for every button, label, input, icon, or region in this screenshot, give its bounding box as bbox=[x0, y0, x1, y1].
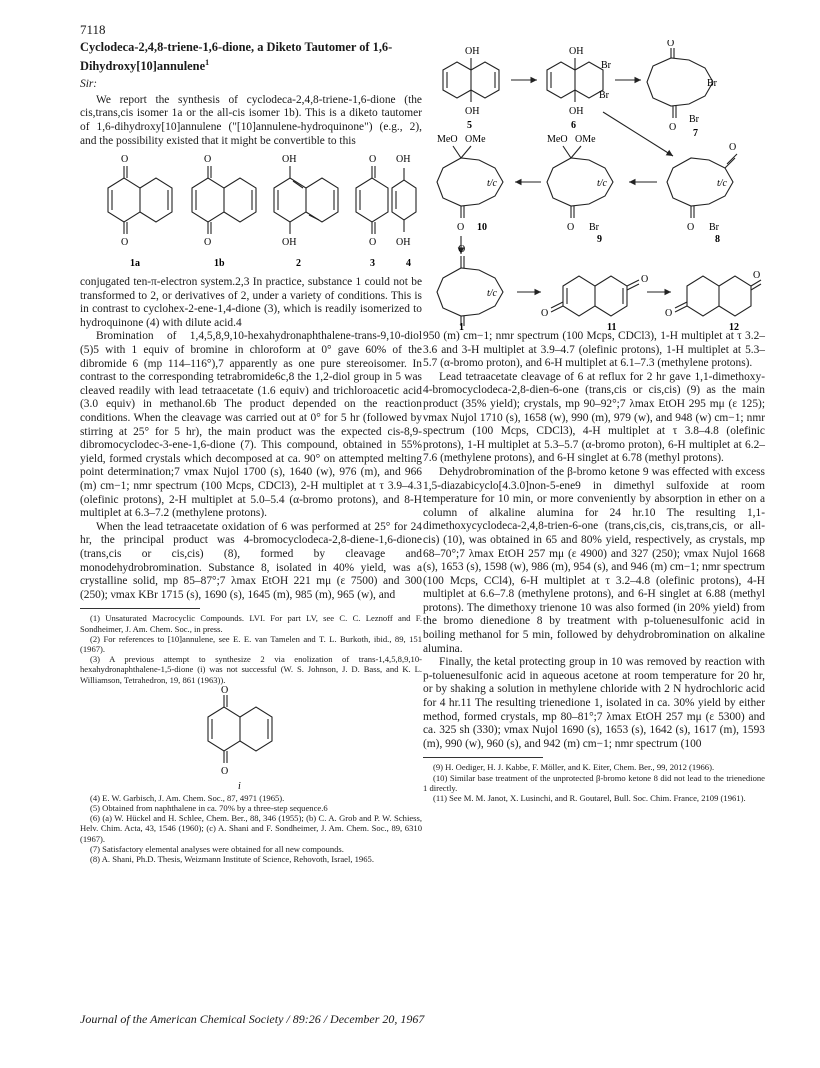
svg-text:7: 7 bbox=[693, 128, 698, 139]
svg-text:O: O bbox=[204, 237, 212, 249]
paragraph-conjugated: conjugated ten-π-electron system.2,3 In practice, substance 1 could not be transformed to 2, or derivatives of 2, under a variety of conditions. This is in contrast to cyclohex-2-ene-1,4-dione (3), which is readily isomerized to hydroquinone (4) with dilute acid.4 bbox=[80, 276, 422, 329]
svg-text:O: O bbox=[665, 308, 673, 319]
paragraph-continued: 950 (m) cm−1; nmr spectrum (100 Mcps, CDCl3), 1-H multiplet at τ 3.2–3.6 and 3-H multiplet at 3.9–4.7 (olefinic protons), 1-H multiplet at 5.3–5.7 (α-bromo proton), and 6-H multiplet at 6.1–7.3 (methylene protons). bbox=[423, 330, 765, 370]
footnote: (5) Obtained from naphthalene in ca. 70% by a three-step sequence.6 bbox=[90, 802, 328, 813]
svg-text:12: 12 bbox=[729, 322, 739, 330]
svg-text:OH: OH bbox=[396, 237, 411, 249]
svg-text:Br: Br bbox=[599, 90, 609, 101]
paragraph-dehydrobromination: Dehydrobromination of the β-bromo ketone 9 was effected with excess 1,5-diazabicyclo[4.3.0]non-5-ene9 in dimethyl sulfoxide at room temperature for 10 min, or more conveniently by absorption in ether on a column of alkaline alumina for 24 hr.10 The resulting 1,1-dimethoxycyclodeca-2,4,8-trien-6-one (trans,cis,cis, cis,trans,cis, or all-cis) (10), was obtained in 65 and 80% yield, respectively, as crystals, mp 68–70°;7 λmax EtOH 257 mμ (ε 4900) and 327 (250); νmax Nujol 1668 (s), 1653 (s), 1598 (w), 986 (m), 954 (s), and 946 (m) cm−1; nmr spectrum (100 Mcps, CCl4), 6-H multiplet at τ 3.2–4.8 (olefinic protons), 4-H multiplet at 6.6–7.8 (methylene protons), and 6-H singlet at 6.88 (methyl protons). The dimethoxy trienone 10 was also formed (in 20% yield) from the bromo dienedione 8 by treatment with p-toluenesulfonic acid in boiling methanol for 5 min, followed by dehydrobromination on alkaline alumina. bbox=[423, 465, 765, 655]
svg-text:1: 1 bbox=[459, 322, 464, 330]
article-title: Cyclodeca-2,4,8-triene-1,6-dione, a Diketo Tautomer of 1,6-Dihydroxy[10]annulene$^1$ bbox=[80, 40, 393, 74]
svg-text:OH: OH bbox=[282, 237, 297, 249]
svg-text:O: O bbox=[204, 154, 212, 166]
paragraph-bromination: Bromination of 1,4,5,8,9,10-hexahydronaphthalene-trans-9,10-diol (5)5 with 1 equiv of bromine in chloroform at 0° gave 60% of the dibromide 6 (mp 114–116°),7 apparently as one pure stereoisomer. In contrast to the corresponding tetrabromide6c,8 the 1,2-diol group in 5 was cleaved readily with lead tetraacetate (1.6 equiv) and trichloroacetic acid (3.0 equiv) in methanol.6b The product depended on the reaction conditions. When the cleavage was carried out at 0° for 5 hr (followed by stirring at 25° for 5 hr), the main product was the expected cis-8,9-dibromocyclodec-3-ene-1,6-dione (7). This compound, obtained in 55% yield, formed crystals which decomposed at ca. 90° on attempted melting point determination;7 νmax Nujol 1700 (s), 1640 (w), 976 (m), and 966 (m) cm−1; nmr spectrum (100 Mcps, CDCl3), 2-H multiplet at τ 3.9–4.3 (olefinic protons), 2-H multiplet at 5.0–5.4 (α-bromo protons), and 8-H multiplet at 6.3–7.2 (methylene protons). bbox=[80, 330, 422, 520]
footnote: (7) Satisfactory elemental analyses were obtained for all new compounds. bbox=[90, 843, 344, 854]
svg-text:Br: Br bbox=[601, 60, 611, 71]
footnote: (1) Unsaturated Macrocyclic Compounds. LVI. For part LV, see C. C. Leznoff and F. Sondheimer, J. Am. Chem. Soc., in press. bbox=[80, 613, 422, 634]
svg-text:O: O bbox=[541, 308, 549, 319]
svg-text:O: O bbox=[221, 765, 229, 777]
paragraph-intro: We report the synthesis of cyclodeca-2,4,8-triene-1,6-dione (the cis,trans,cis isomer 1a or the all-cis isomer 1b). This is a diketo tautomer of 1,6-dihydroxy[10]annulene ("[10]annulene-hydroquinone") (e.g., 2), and the possibility existed that it might be convertible to this bbox=[80, 93, 422, 147]
svg-text:t/c: t/c bbox=[597, 178, 607, 189]
structures-1a-to-4 bbox=[80, 148, 422, 276]
svg-text:OH: OH bbox=[465, 106, 480, 117]
svg-text:OH: OH bbox=[396, 154, 411, 166]
svg-text:10: 10 bbox=[477, 222, 487, 233]
paragraph-ketal: Finally, the ketal protecting group in 10 was removed by reaction with p-toluenesulfonic acid in aqueous acetone at room temperature for 20 hr, or by shaking a solution in methylene chloride with 2 N hydrochloric acid for 4 hr.11 The resulting trienedione 1, isolated in ca. 30% yield by either method, formed crystals, mp 80–81°;7 λmax EtOH 257 mμ (ε 5300) and ca. 325 sh (330); νmax Nujol 1690 (s), 1653 (s), 1642 (s), 1617 (m), 1593 (m), 990 (w), 960 (s), and 942 (m) cm−1; nmr spectrum (100 bbox=[423, 656, 765, 750]
svg-text:Br: Br bbox=[589, 222, 599, 233]
svg-text:MeO: MeO bbox=[437, 134, 458, 145]
svg-text:2: 2 bbox=[296, 258, 301, 270]
journal-footer: Journal of the American Chemical Society / 89:26 / December 20, 1967 bbox=[80, 1012, 425, 1026]
svg-text:O: O bbox=[669, 122, 677, 133]
svg-text:9: 9 bbox=[597, 234, 602, 245]
footnote-rule bbox=[80, 608, 200, 609]
svg-text:O: O bbox=[457, 222, 465, 233]
footnote: (4) E. W. Garbisch, J. Am. Chem. Soc., 87, 4971 (1965). bbox=[90, 792, 285, 803]
svg-text:OH: OH bbox=[569, 46, 584, 57]
svg-text:OMe: OMe bbox=[575, 134, 596, 145]
svg-text:OH: OH bbox=[282, 154, 297, 166]
svg-text:O: O bbox=[567, 222, 575, 233]
reaction-scheme bbox=[423, 40, 765, 330]
paragraph-oxidation: When the lead tetraacetate oxidation of 6 was performed at 25° for 24 hr, the principal product was 4-bromocyclodeca-2,8-diene-1,6-dione (trans,cis or cis,cis) (8), formed by cleavage and monodehydrobromination. Substance 8, isolated in 40% yield, was a crystalline solid, mp 85–87°;7 λmax EtOH 221 mμ (ε 7500) and 300 (250); νmax KBr 1715 (s), 1690 (s), 1645 (m), 985 (m), 965 (w), and bbox=[80, 520, 422, 601]
paragraph-cleavage: Lead tetraacetate cleavage of 6 at reflux for 2 hr gave 1,1-dimethoxy-4-bromocyclodeca-2,8-dien-6-one (trans,cis or cis,cis) (9) as the main product (35% yield); crystals, mp 90–92°;7 λmax EtOH 295 mμ (ε 125); νmax Nujol 1710 (s), 1658 (w), 990 (m), 979 (w), and 948 (w) cm−1; nmr spectrum (100 Mcps, CDCl3), 4-H multiplet at τ 3.8–4.8 (olefinic protons), 1-H multiplet at 5.3–5.7 (α-bromo proton), 6-H multiplet at 6.2–7.6 (methylene protons), and 6-H singlet at 6.78 (methyl protons). bbox=[423, 370, 765, 465]
compound-label: 1a bbox=[130, 258, 140, 270]
footnote: (2) For references to [10]annulene, see E. E. van Tamelen and T. L. Burkoth, ibid., 89, 151 (1967). bbox=[80, 633, 422, 654]
svg-text:11: 11 bbox=[607, 322, 617, 330]
svg-text:O: O bbox=[458, 244, 466, 255]
svg-text:3: 3 bbox=[370, 258, 375, 270]
svg-text:O: O bbox=[221, 684, 229, 696]
structure-i bbox=[80, 685, 422, 793]
svg-text:OH: OH bbox=[465, 46, 480, 57]
o-label: O bbox=[121, 154, 129, 166]
svg-text:t/c: t/c bbox=[487, 178, 497, 189]
salutation: Sir: bbox=[80, 78, 98, 91]
svg-text:t/c: t/c bbox=[717, 178, 727, 189]
svg-text:8: 8 bbox=[715, 234, 720, 245]
svg-text:O: O bbox=[641, 274, 649, 285]
svg-text:4: 4 bbox=[406, 258, 411, 270]
svg-text:O: O bbox=[729, 142, 737, 153]
svg-text:O: O bbox=[121, 237, 129, 249]
svg-text:6: 6 bbox=[571, 120, 576, 131]
compound-label: i bbox=[238, 780, 241, 792]
footnote: (6) (a) W. Hückel and H. Schlee, Chem. Ber., 88, 346 (1955); (b) C. A. Grob and P. W. Schiess, Helv. Chim. Acta, 43, 1546 (1960); (c) A. Shani and F. Sondheimer, J. Am. Chem. Soc., 89, 6310 (1967). bbox=[80, 813, 422, 844]
svg-text:Br: Br bbox=[689, 114, 699, 125]
svg-text:OH: OH bbox=[569, 106, 584, 117]
svg-text:OMe: OMe bbox=[465, 134, 486, 145]
footnote: (10) Similar base treatment of the unprotected β-bromo ketone 8 did not lead to the trienedione 1 directly. bbox=[423, 772, 765, 793]
footnotes-right bbox=[423, 762, 765, 803]
svg-text:1b: 1b bbox=[214, 258, 225, 270]
svg-text:Br: Br bbox=[709, 222, 719, 233]
right-column bbox=[423, 330, 765, 803]
footnotes-left-a bbox=[80, 613, 422, 684]
svg-text:O: O bbox=[369, 237, 377, 249]
left-column bbox=[80, 40, 422, 864]
svg-text:t/c: t/c bbox=[487, 288, 497, 299]
footnote: (9) H. Oediger, H. J. Kabbe, F. Möller, and K. Eiter, Chem. Ber., 99, 2012 (1966). bbox=[433, 762, 715, 773]
footnotes-left-b bbox=[80, 793, 422, 864]
footnote: (8) A. Shani, Ph.D. Thesis, Weizmann Institute of Science, Rehovoth, Israel, 1965. bbox=[90, 853, 374, 864]
footnote: (3) A previous attempt to synthesize 2 via enolization of trans-1,4,5,8,9,10-hexahydronaphthalene-1,5-dione (i) was not successful (W. S. Johnson, J. D. Bass, and K. L. Williamson, Tetrahedron, 19, 861 (1963)). bbox=[80, 654, 422, 685]
footnote: (11) See M. M. Janot, X. Lusinchi, and R. Goutarel, Bull. Soc. Chim. France, 2109 (1961). bbox=[433, 793, 746, 804]
svg-text:MeO: MeO bbox=[547, 134, 568, 145]
svg-text:O: O bbox=[753, 270, 761, 281]
svg-text:Br: Br bbox=[707, 78, 717, 89]
page-number: 7118 bbox=[80, 22, 106, 37]
svg-text:O: O bbox=[667, 40, 675, 49]
svg-text:O: O bbox=[369, 154, 377, 166]
svg-text:O: O bbox=[687, 222, 695, 233]
svg-text:5: 5 bbox=[467, 120, 472, 131]
footnote-rule bbox=[423, 757, 543, 758]
